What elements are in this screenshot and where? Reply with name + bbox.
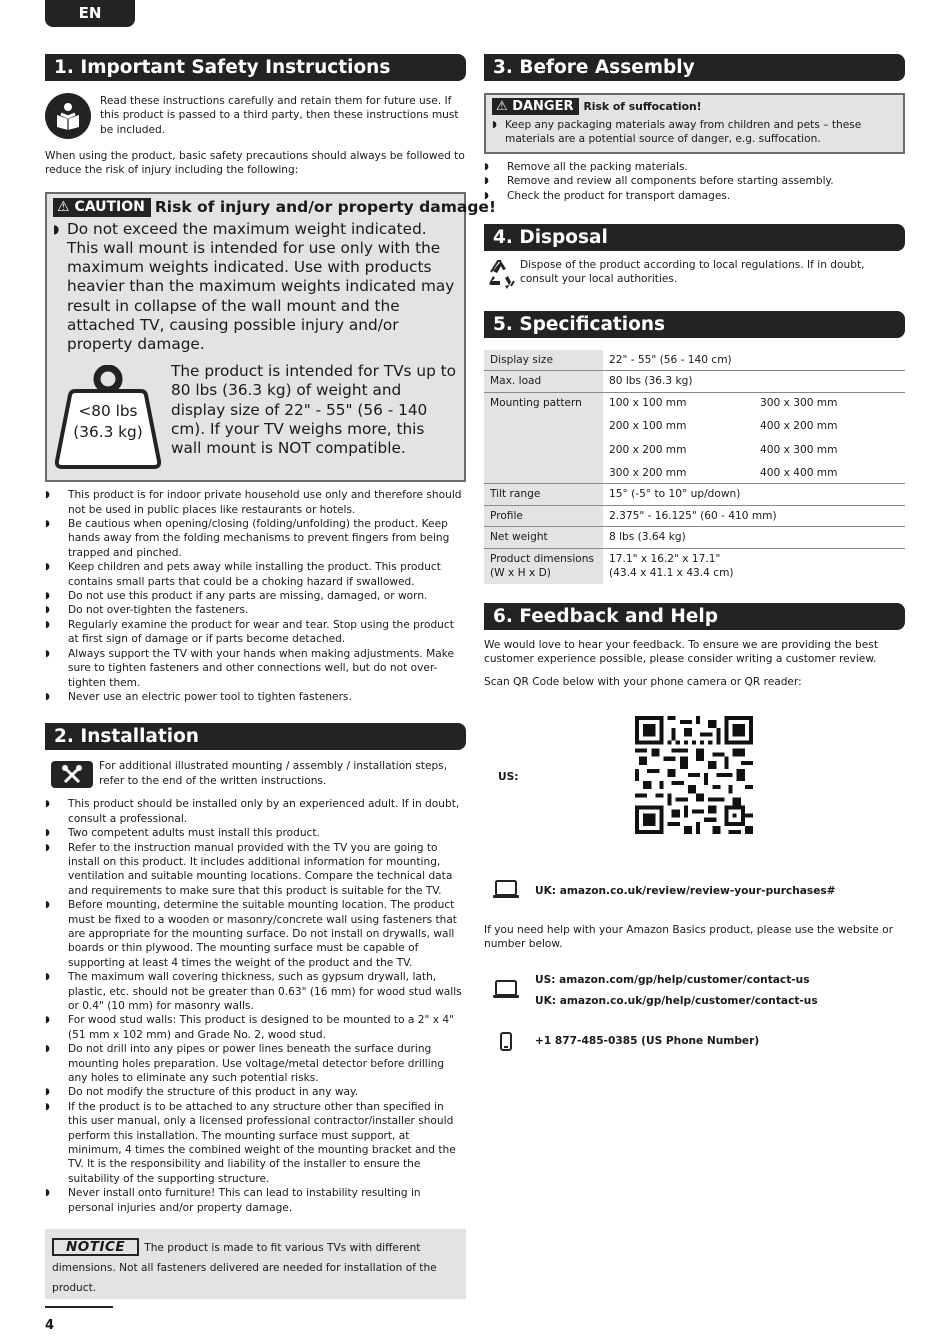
warning-icon: ⚠ — [57, 198, 70, 215]
qr-block — [484, 690, 905, 840]
warning-icon: ⚠ — [496, 99, 508, 114]
phone-number[interactable]: +1 877-485-0385 (US Phone Number) — [535, 1035, 760, 1048]
danger-bullets — [492, 118, 897, 147]
list-item: ◗ This product should be installed only by an experienced adult. If in doubt, consult a professional. — [45, 797, 466, 826]
weight-line-1: <80 lbs — [78, 402, 138, 421]
section-1-heading: 1. Important Safety Instructions — [45, 54, 466, 81]
table-row — [484, 350, 905, 371]
list-item: ◗ Do not drill into any pipes or power lines beneath the surface during mounting holes preparation. Use voltage/metal detector before drilling any holes to eliminate any such potential risks. — [45, 1042, 466, 1085]
help-text: If you need help with your Amazon Basics product, please use the website or number below. — [484, 923, 893, 951]
right-column — [484, 54, 905, 1051]
weight-line-2: (36.3 kg) — [73, 423, 143, 442]
mounting-value: 400 x 300 mm — [760, 443, 838, 456]
laptop-icon — [493, 980, 519, 1003]
danger-badge-label: DANGER — [512, 99, 574, 114]
weight-text: The product is intended for TVs up to 80 lbs (36.3 kg) of weight and display size of 22" - 55" (56 - 140 cm). If your TV weighs more, this wall mount is NOT compatible. — [171, 362, 456, 458]
list-item: ◗ Be cautious when opening/closing (folding/unfolding) the product. Keep hands away from the folding mechanisms to prevent fingers from being trapped and pinched. — [45, 517, 466, 560]
list-item: ◗ Never install onto furniture! This can lead to instability resulting in personal injuries and/or property damage. — [45, 1186, 466, 1215]
mounting-value: 300 x 300 mm — [760, 396, 838, 409]
weight-icon — [53, 365, 163, 470]
spec-value: 2.375" - 16.125" (60 - 410 mm) — [603, 505, 905, 526]
table-row — [484, 371, 905, 392]
spec-value: 80 lbs (36.3 kg) — [603, 371, 905, 392]
footer-rule — [45, 1306, 113, 1308]
spec-label: Net weight — [484, 527, 603, 548]
laptop-icon — [493, 880, 519, 903]
spec-label: Mounting pattern — [484, 392, 603, 484]
mounting-value: 200 x 200 mm — [609, 443, 687, 456]
list-item: ◗ Remove all the packing materials. — [484, 160, 905, 174]
mounting-pattern-grid — [609, 396, 905, 481]
assembly-bullets — [484, 160, 905, 203]
uk-review-link[interactable]: UK: amazon.co.uk/review/review-your-purchases# — [535, 885, 836, 898]
mounting-value: 300 x 200 mm — [609, 467, 687, 480]
disposal-text: Dispose of the product according to local regulations. If in doubt, consult your local authorities. — [520, 259, 865, 286]
phone-icon — [493, 1032, 519, 1051]
table-row — [484, 505, 905, 526]
us-help-link[interactable]: US: amazon.com/gp/help/customer/contact-us — [535, 973, 810, 986]
feedback-text: We would love to hear your feedback. To ensure we are providing the best customer experience possible, please consider writing a customer review. — [484, 638, 878, 665]
caution-badge-label: CAUTION — [74, 198, 145, 215]
safety-bullets — [45, 488, 466, 704]
installation-intro-text: For additional illustrated mounting / assembly / installation steps, refer to the end of the written instructions. — [99, 760, 448, 787]
us-label: US: — [498, 770, 519, 783]
list-item: ◗ This product is for indoor private household use only and therefore should not be used in public places like restaurants or hotels. — [45, 488, 466, 517]
dims-value-line: (43.4 x 41.1 x 43.4 cm) — [609, 567, 734, 580]
caution-box — [45, 192, 497, 482]
dims-value-line: 17.1" x 16.2" x 17.1" — [609, 552, 721, 565]
disposal-row — [484, 258, 905, 292]
mounting-value: 400 x 200 mm — [760, 420, 838, 433]
mounting-value: 100 x 100 mm — [609, 396, 687, 409]
list-item: ◗ Check the product for transport damages. — [484, 189, 905, 203]
list-item: ◗ The maximum wall covering thickness, such as gypsum drywall, lath, plastic, etc. should not be greater than 0.63" (16 mm) for wood stud walls or 0.4" (10 mm) for masonry walls. — [45, 970, 466, 1013]
spec-value: 8 lbs (3.64 kg) — [603, 527, 905, 548]
left-column — [45, 54, 497, 1299]
list-item: ◗ Do not over-tighten the fasteners. — [45, 603, 466, 617]
spec-label — [484, 548, 603, 583]
danger-badge — [492, 98, 579, 115]
specifications-table — [484, 350, 905, 583]
table-row — [484, 484, 905, 505]
danger-box — [484, 93, 905, 154]
list-item: ◗ Do not use this product if any parts are missing, damaged, or worn. — [45, 589, 466, 603]
spec-value: 22" - 55" (56 - 140 cm) — [603, 350, 905, 371]
mounting-value: 200 x 100 mm — [609, 420, 687, 433]
list-item: ◗ For wood stud walls: This product is designed to be mounted to a 2" x 4" (51 mm x 102 mm) and Grade No. 2, wood stud. — [45, 1013, 466, 1042]
list-item: ◗ Keep children and pets away while installing the product. This product contains small parts that could be a choking hazard if swallowed. — [45, 560, 466, 589]
language-tab: EN — [45, 0, 135, 27]
danger-title: Risk of suffocation! — [583, 100, 702, 113]
mounting-value: 400 x 400 mm — [760, 467, 838, 480]
dims-label-line: (W x H x D) — [490, 567, 551, 580]
table-row — [484, 527, 905, 548]
list-item: ◗ Refer to the instruction manual provided with the TV you are going to install on this product. It includes additional information for mounting, ventilation and suitable mounting locations. Compare the technical data and requirements to make sure that this product is suitable for the TV. — [45, 841, 466, 899]
list-item: ◗ Keep any packaging materials away from children and pets – these materials are a potential source of danger, e.g. suffocation. — [492, 118, 897, 147]
list-item: ◗ If the product is to be attached to any structure other than specified in this user manual, only a licensed professional contractor/installer should perform this installation. The mounting surface must support, at minimum, 4 times the combined weight of the mounting bracket and the TV. It is the responsibility and liability of the installer to ensure the suitability of the supporting structure. — [45, 1100, 466, 1186]
page-number: 4 — [45, 1318, 55, 1333]
spec-label: Max. load — [484, 371, 603, 392]
read-manual-icon — [45, 93, 91, 139]
spec-value: 15° (-5° to 10° up/down) — [603, 484, 905, 505]
lead-text: When using the product, basic safety precautions should always be followed to reduce the risk of injury including the following: — [45, 150, 465, 177]
section-6-heading: 6. Feedback and Help — [484, 603, 905, 630]
list-item: ◗ Regularly examine the product for wear and tear. Stop using the product at first sign of damage or if parts become detached. — [45, 618, 466, 647]
scan-text: Scan QR Code below with your phone camera or QR reader: — [484, 676, 802, 689]
spec-value — [603, 548, 905, 583]
manual-intro — [45, 93, 466, 139]
caution-text: ◗ Do not exceed the maximum weight indicated. This wall mount is intended for use only with the maximum weights indicated. Use with products heavier than the maximum weights indicated may result in collapse of the wall mount and the attached TV, causing possible injury and/or property damage. — [53, 220, 458, 354]
caution-badge — [53, 198, 151, 217]
list-item: ◗ Always support the TV with your hands when making adjustments. Make sure to tighten fasteners and other connections well, but do not over-tighten them. — [45, 647, 466, 690]
installation-intro — [45, 759, 466, 788]
qr-code-icon[interactable] — [635, 716, 753, 834]
spec-label: Display size — [484, 350, 603, 371]
spec-label: Tilt range — [484, 484, 603, 505]
uk-help-link[interactable]: UK: amazon.co.uk/gp/help/customer/contact-us — [535, 994, 818, 1007]
spec-label: Profile — [484, 505, 603, 526]
caution-title: Risk of injury and/or property damage! — [154, 198, 497, 217]
notice-box — [45, 1229, 466, 1299]
list-item: ◗ Do not modify the structure of this product in any way. — [45, 1085, 466, 1099]
section-2-heading: 2. Installation — [45, 723, 466, 750]
table-row — [484, 548, 905, 583]
section-3-heading: 3. Before Assembly — [484, 54, 905, 81]
table-row — [484, 392, 905, 484]
installation-bullets — [45, 797, 466, 1215]
list-item: ◗ Two competent adults must install this product. — [45, 826, 466, 840]
recycle-icon — [484, 258, 518, 292]
dims-label-line: Product dimensions — [490, 552, 594, 565]
weight-label — [53, 401, 163, 443]
notice-badge: NOTICE — [52, 1238, 139, 1256]
list-item: ◗ Before mounting, determine the suitable mounting location. The product must be fixed to a wooden or masonry/concrete wall using fasteners that are appropriate for the mounting surface. Do not install on drywalls, wall boards or thin plywood. The mounting surface must be capable of supporting at least 4 times the weight of the product and the TV. — [45, 898, 466, 970]
phone-row — [484, 1032, 905, 1051]
notice-text: The product is made to fit various TVs with different dimensions. Not all fasteners delivered are needed for installation of the product. — [52, 1242, 437, 1294]
list-item: ◗ Never use an electric power tool to tighten fasteners. — [45, 690, 466, 704]
section-4-heading: 4. Disposal — [484, 224, 905, 251]
tools-icon — [51, 761, 93, 788]
intro-text: Read these instructions carefully and retain them for future use. If this product is passed to a third party, then these instructions must be included. — [100, 95, 459, 136]
help-links-row — [484, 974, 905, 1007]
list-item: ◗ Remove and review all components before starting assembly. — [484, 174, 905, 188]
uk-review-row — [484, 880, 905, 903]
section-5-heading: 5. Specifications — [484, 311, 905, 338]
